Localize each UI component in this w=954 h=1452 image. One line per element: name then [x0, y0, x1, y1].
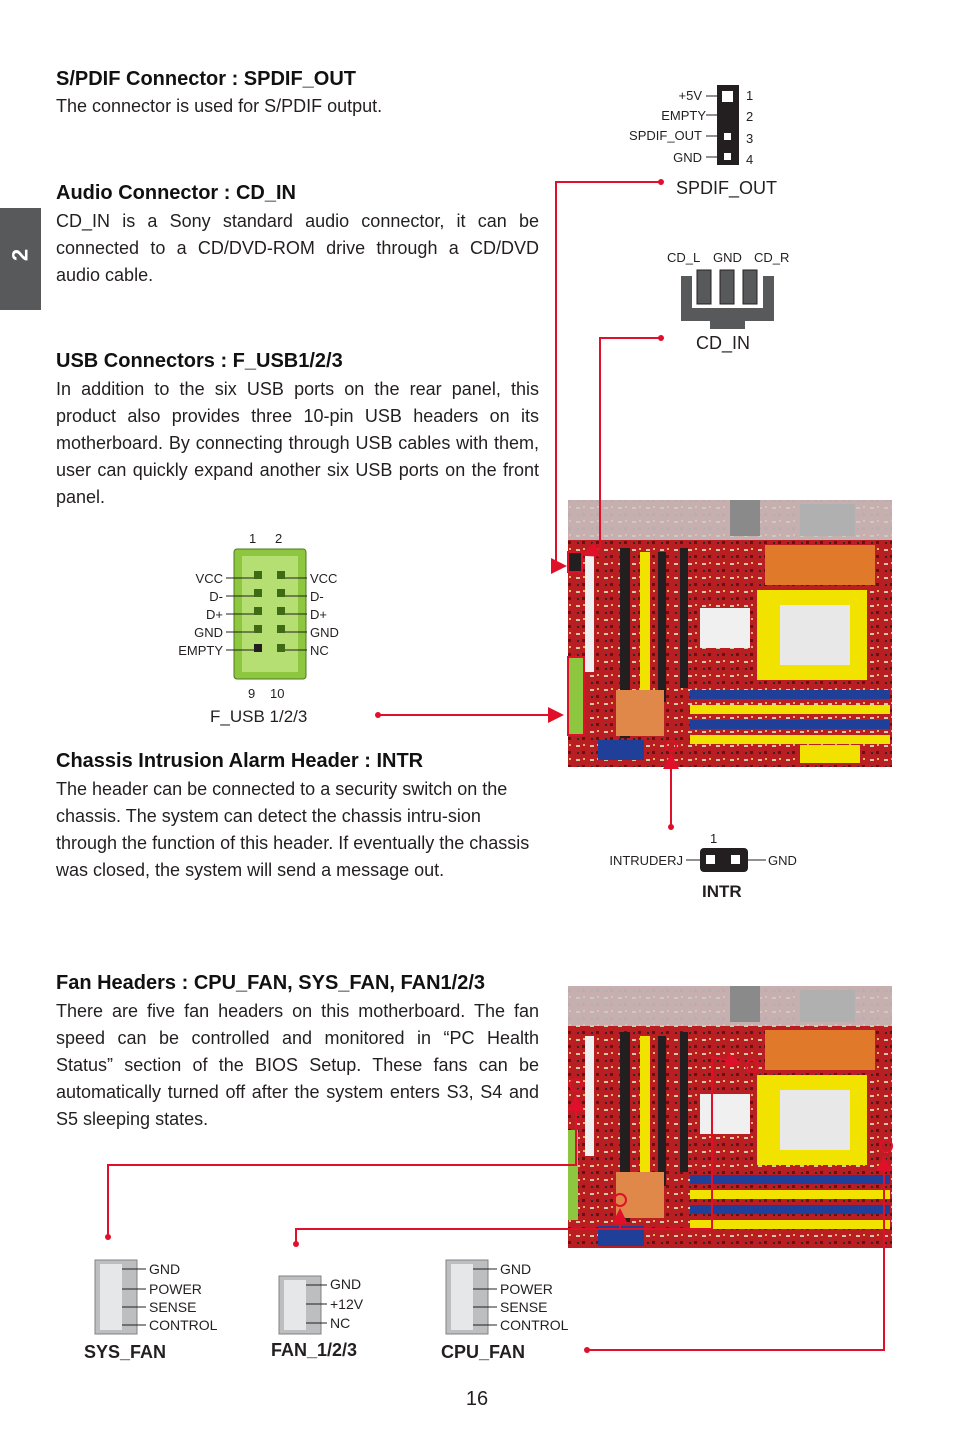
intr-caption: INTR: [702, 882, 742, 901]
cdin-pin-label: CD_L: [667, 250, 701, 265]
fan-123-pin: NC: [330, 1315, 351, 1331]
cpu-fan-diagram: [441, 1260, 569, 1362]
intr-body: The header can be connected to a security switch on the chassis. The system can detect the chassis intru-sion through the function of this header. If eventually the chassis was closed, the system will send a message out.: [56, 779, 530, 880]
spdif-pin-3: [724, 133, 731, 140]
usb-left-pin: EMPTY: [178, 643, 223, 658]
fan-123-pin: GND: [330, 1276, 362, 1292]
spdif-body: The connector is used for S/PDIF output.: [56, 96, 383, 116]
cpu-fan-pin: POWER: [500, 1281, 553, 1297]
cpu-fan-pin: CONTROL: [500, 1317, 569, 1333]
page-number: 16: [465, 1388, 489, 1410]
sys-fan-pin: SENSE: [149, 1299, 197, 1315]
cdin-pin-label: GND: [713, 250, 742, 265]
spdif-pin-number: 2: [746, 109, 754, 124]
spdif-pin-1: [722, 91, 733, 102]
motherboard-image-top: [568, 500, 892, 767]
intr-right-pin: GND: [768, 853, 797, 868]
spdif-pin-number: 1: [746, 88, 754, 103]
cdin-title: Audio Connector : CD_IN: [56, 182, 296, 204]
cdin-caption: CD_IN: [696, 333, 751, 353]
usb-title: USB Connectors : F_USB1/2/3: [56, 350, 343, 372]
usb-header-diagram: [178, 531, 339, 726]
spdif-pin-number: 4: [746, 152, 754, 167]
cdin-body: CD_IN is a Sony standard audio connector, it can be connected to a CD/DVD-ROM drive through a CD/DVD audio cable.: [56, 211, 539, 285]
spdif-pin-label: GND: [673, 150, 702, 165]
usb-left-pin: D+: [206, 607, 223, 622]
fan-body: There are five fan headers on this motherboard. The fan speed can be controlled and monitored in “PC Health Status” section of the BIOS Setup. These fans can be automatically turned off after the system enters S3, S4 and S5 sleeping states.: [56, 1001, 539, 1129]
fan-123-diagram: [271, 1276, 364, 1360]
usb-right-pin: GND: [310, 625, 339, 640]
intr-left-pin: INTRUDERJ: [609, 853, 683, 868]
cdin-pin-label: CD_R: [754, 250, 790, 265]
cdin-diagram: [667, 250, 789, 354]
fan-123-caption: FAN_1/2/3: [271, 1340, 358, 1360]
spdif-pin-number: 3: [746, 131, 754, 146]
spdif-pin-4: [724, 153, 731, 160]
fan-123-pin: +12V: [330, 1296, 364, 1312]
cpu-fan-pin: GND: [500, 1261, 532, 1277]
usb-right-pin: D-: [310, 589, 324, 604]
usb-body: In addition to the six USB ports on the rear panel, this product also provides three 10-pin USB headers on its motherboard. By connecting through USB cables with them, user can quickly expand another six USB ports on the front panel.: [56, 379, 539, 507]
spdif-pin-label: EMPTY: [661, 108, 706, 123]
intr-diagram: [609, 831, 797, 901]
usb-top-number: 2: [275, 531, 283, 546]
sys-fan-pin: CONTROL: [149, 1317, 218, 1333]
spdif-pin-label: +5V: [678, 88, 702, 103]
intr-pin-number: 1: [710, 831, 718, 846]
sys-fan-pin: GND: [149, 1261, 181, 1277]
cpu-fan-caption: CPU_FAN: [441, 1342, 526, 1362]
sys-fan-pin: POWER: [149, 1281, 202, 1297]
usb-bottom-number: 9: [248, 686, 256, 701]
cpu-fan-pin: SENSE: [500, 1299, 548, 1315]
spdif-pin-label: SPDIF_OUT: [629, 128, 702, 143]
sys-fan-caption: SYS_FAN: [84, 1342, 167, 1362]
usb-right-pin: NC: [310, 643, 329, 658]
usb-left-pin: D-: [209, 589, 223, 604]
fan-title: Fan Headers : CPU_FAN, SYS_FAN, FAN1/2/3: [56, 972, 486, 994]
usb-bottom-number: 10: [270, 686, 285, 701]
spdif-title: S/PDIF Connector : SPDIF_OUT: [56, 68, 357, 90]
sys-fan-diagram: [84, 1260, 218, 1362]
usb-caption: F_USB 1/2/3: [210, 707, 308, 726]
usb-left-pin: VCC: [195, 571, 223, 586]
motherboard-image-bottom: [568, 986, 892, 1248]
usb-right-pin: D+: [310, 607, 327, 622]
usb-right-pin: VCC: [310, 571, 338, 586]
chapter-number: 2: [7, 248, 33, 262]
intr-title: Chassis Intrusion Alarm Header : INTR: [56, 750, 424, 772]
usb-left-pin: GND: [194, 625, 223, 640]
spdif-caption: SPDIF_OUT: [676, 178, 778, 198]
sys-fan-callout-line: [108, 1097, 576, 1237]
usb-top-number: 1: [249, 531, 257, 546]
